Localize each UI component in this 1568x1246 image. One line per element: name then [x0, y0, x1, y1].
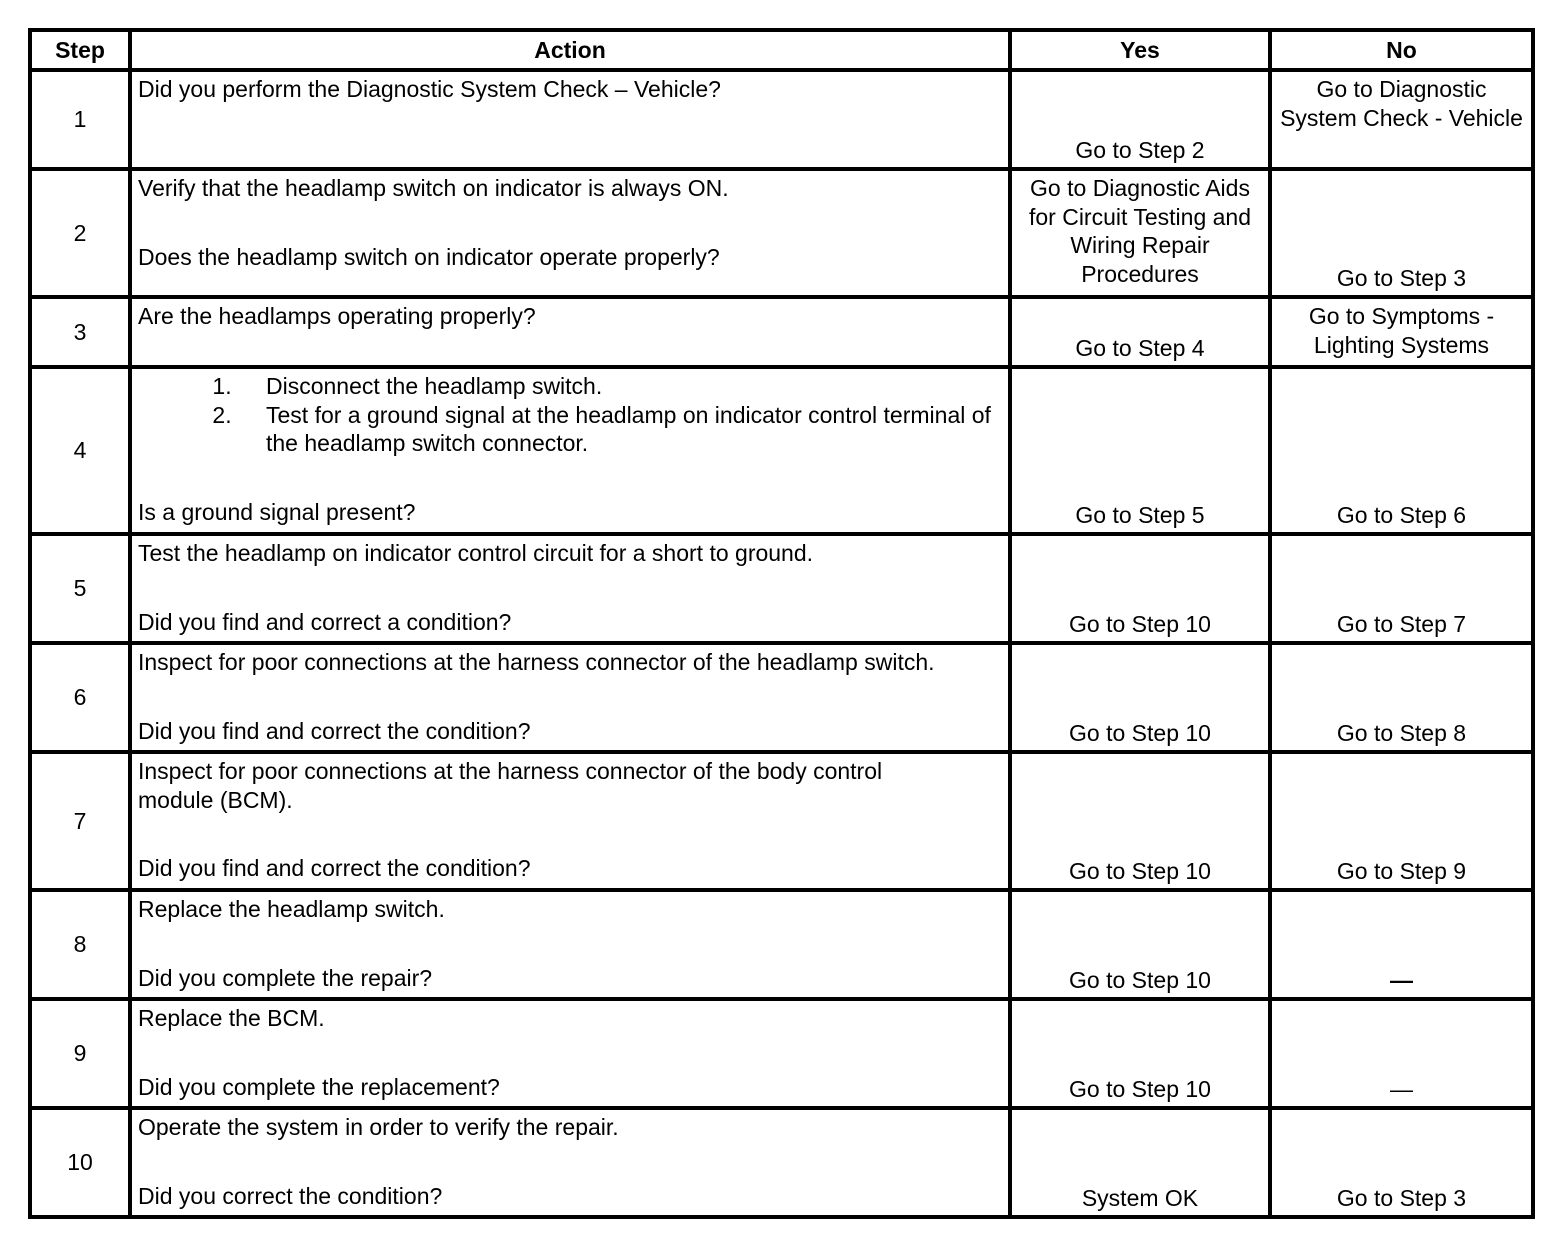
action-cell — [130, 297, 1010, 367]
step-number: 1 — [30, 70, 130, 169]
no-cell: Go to Symptoms - Lighting Systems — [1270, 297, 1533, 367]
yes-cell: Go to Step 10 — [1010, 890, 1270, 999]
action-text: Inspect for poor connections at the harness connector of the body control module (BCM). — [138, 758, 883, 813]
header-yes: Yes — [1010, 30, 1270, 70]
table-row — [30, 1108, 1533, 1217]
step-number: 4 — [30, 367, 130, 534]
yes-cell: Go to Step 4 — [1010, 297, 1270, 367]
action-text: Verify that the headlamp switch on indicator is always ON. — [138, 175, 729, 201]
yes-cell: Go to Step 10 — [1010, 534, 1270, 643]
question-text: Did you complete the replacement? — [138, 1073, 500, 1100]
table-row — [30, 752, 1533, 890]
header-no: No — [1270, 30, 1533, 70]
action-cell — [130, 1108, 1010, 1217]
action-text: Replace the headlamp switch. — [138, 896, 445, 922]
question-text: Did you correct the condition? — [138, 1182, 443, 1209]
no-cell: Go to Step 3 — [1270, 1108, 1533, 1217]
question-text: Does the headlamp switch on indicator operate properly? — [138, 243, 720, 270]
question-text: Did you find and correct a condition? — [138, 608, 512, 635]
header-action: Action — [130, 30, 1010, 70]
step-number: 5 — [30, 534, 130, 643]
list-item: 1. Disconnect the headlamp switch. — [238, 372, 1008, 401]
step-number: 2 — [30, 169, 130, 297]
step-number: 3 — [30, 297, 130, 367]
yes-cell: Go to Step 5 — [1010, 367, 1270, 534]
yes-cell: Go to Diagnostic Aids for Circuit Testing and Wiring Repair Procedures — [1010, 169, 1270, 297]
yes-cell: Go to Step 10 — [1010, 643, 1270, 752]
yes-cell: Go to Step 10 — [1010, 999, 1270, 1108]
action-cell — [130, 999, 1010, 1108]
table-row — [30, 367, 1533, 534]
no-cell: — — [1270, 999, 1533, 1108]
question-text: Did you find and correct the condition? — [138, 717, 531, 744]
header-step: Step — [30, 30, 130, 70]
action-cell — [130, 643, 1010, 752]
action-cell — [130, 169, 1010, 297]
step-number: 6 — [30, 643, 130, 752]
list-item: 2. Test for a ground signal at the headlamp on indicator control terminal of the headlamp switch connector. — [238, 401, 1008, 458]
table-row — [30, 534, 1533, 643]
no-cell: Go to Step 9 — [1270, 752, 1533, 890]
action-text: Operate the system in order to verify the repair. — [138, 1114, 619, 1140]
header-row — [30, 30, 1533, 70]
action-cell — [130, 367, 1010, 534]
action-cell — [130, 752, 1010, 890]
action-text: Test the headlamp on indicator control circuit for a short to ground. — [138, 540, 814, 566]
yes-cell: Go to Step 10 — [1010, 752, 1270, 890]
no-cell: — — [1270, 890, 1533, 999]
no-cell: Go to Diagnostic System Check - Vehicle — [1270, 70, 1533, 169]
action-text: Inspect for poor connections at the harness connector of the headlamp switch. — [138, 649, 935, 675]
step-number: 8 — [30, 890, 130, 999]
question-text: Did you find and correct the condition? — [138, 855, 531, 881]
no-cell: Go to Step 7 — [1270, 534, 1533, 643]
action-text: Are the headlamps operating properly? — [138, 303, 536, 329]
diagnostic-table — [28, 28, 1535, 1219]
action-cell — [130, 890, 1010, 999]
step-number: 9 — [30, 999, 130, 1108]
yes-cell: Go to Step 2 — [1010, 70, 1270, 169]
table-row — [30, 169, 1533, 297]
no-cell: Go to Step 8 — [1270, 643, 1533, 752]
procedure-list — [138, 372, 1008, 458]
yes-cell: System OK — [1010, 1108, 1270, 1217]
table-row — [30, 643, 1533, 752]
action-cell — [130, 534, 1010, 643]
question-text: Is a ground signal present? — [138, 498, 416, 525]
table-row — [30, 999, 1533, 1108]
no-cell: Go to Step 3 — [1270, 169, 1533, 297]
no-cell: Go to Step 6 — [1270, 367, 1533, 534]
table-row — [30, 297, 1533, 367]
table-row — [30, 70, 1533, 169]
question-text: Did you complete the repair? — [138, 964, 433, 991]
step-number: 10 — [30, 1108, 130, 1217]
table-row — [30, 890, 1533, 999]
action-cell — [130, 70, 1010, 169]
action-text: Replace the BCM. — [138, 1005, 325, 1031]
step-number: 7 — [30, 752, 130, 890]
action-text: Did you perform the Diagnostic System Check – Vehicle? — [138, 76, 721, 102]
